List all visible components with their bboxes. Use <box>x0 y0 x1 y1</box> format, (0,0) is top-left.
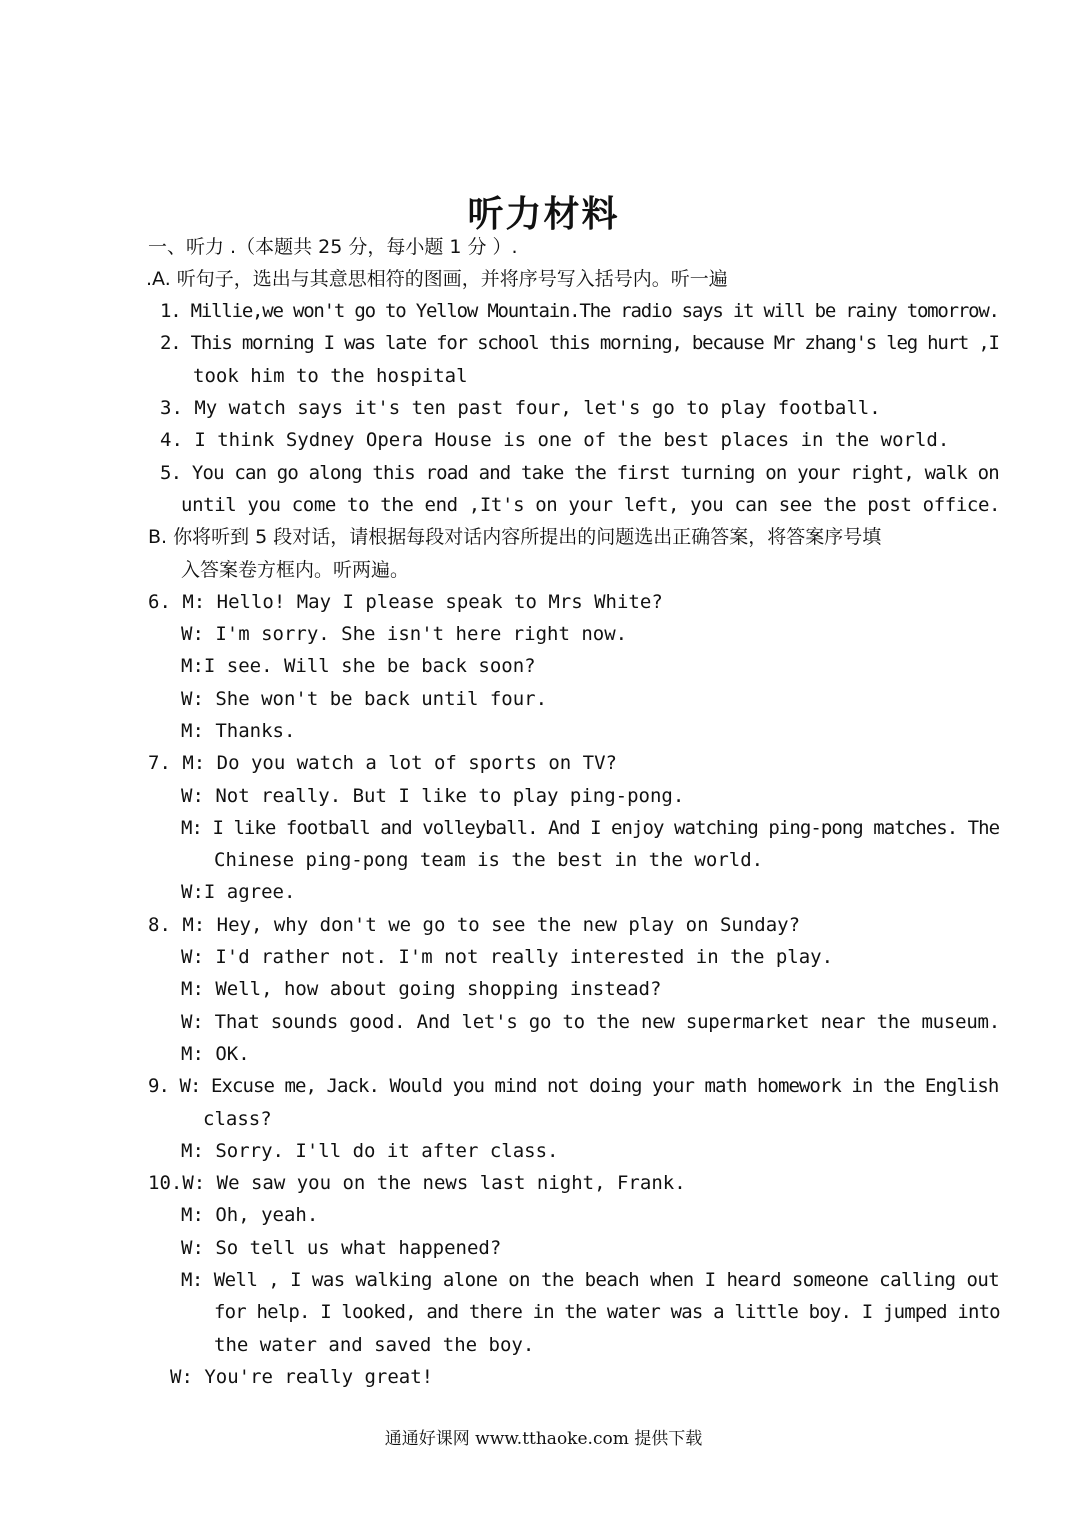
dialogue-line: W: She won't be back until four. <box>181 688 548 710</box>
dialogue-line: M: OK. <box>181 1043 250 1065</box>
dialogue-line: W: You're really great! <box>170 1366 434 1388</box>
part-a-item-continued: until you come to the end ,It's on your left, you can see the post office. <box>181 494 1001 516</box>
dialogue-line: M: Thanks. <box>181 720 296 742</box>
part-a-item: 4. I think Sydney Opera House is one of the best places in the world. <box>160 429 950 451</box>
dialogue-line: W:I agree. <box>181 881 296 903</box>
dialogue-line: M: I like football and volleyball. And I enjoy watching ping-pong matches. The <box>181 817 1000 839</box>
dialogue-line-continued: Chinese ping-pong team is the best in the world. <box>214 849 764 871</box>
dialogue-line: W: Not really. But I like to play ping-pong. <box>181 785 685 807</box>
dialogue-line: W: That sounds good. And let's go to the new supermarket near the museum. <box>181 1011 1000 1033</box>
dialogue-line: 10.W: We saw you on the news last night, Frank. <box>148 1172 686 1194</box>
dialogue-line: M:I see. Will she be back soon? <box>181 655 536 677</box>
dialogue-line-continued: class? <box>203 1108 272 1130</box>
dialogue-line: 8. M: Hey, why don't we go to see the new play on Sunday? <box>148 914 801 936</box>
dialogue-line: 6. M: Hello! May I please speak to Mrs White? <box>148 591 663 613</box>
footer-credit: 通通好课网 www.tthaoke.com 提供下载 <box>384 1429 703 1449</box>
dialogue-line: W: I'm sorry. She isn't here right now. <box>181 623 628 645</box>
section-heading: 一、听力 .（本题共 25 分，每小题 1 分 ）. <box>148 236 518 258</box>
part-a-item: 2. This morning I was late for school this morning, because Mr zhang's leg hurt ,I <box>160 332 999 354</box>
part-a-item: 5. You can go along this road and take the first turning on your right, walk on <box>160 462 999 484</box>
page-title: 听力材料 <box>467 194 620 235</box>
dialogue-line: 9. W: Excuse me, Jack. Would you mind not doing your math homework in the English <box>148 1075 999 1097</box>
part-b-instruction: B. 你将听到 5 段对话，请根据每段对话内容所提出的问题选出正确答案，将答案序号填 <box>148 526 882 548</box>
dialogue-line: W: I'd rather not. I'm not really interested in the play. <box>181 946 834 968</box>
dialogue-line-continued: for help. I looked, and there in the water was a little boy. I jumped into <box>214 1301 1000 1323</box>
dialogue-line: W: So tell us what happened? <box>181 1237 502 1259</box>
dialogue-line: M: Oh, yeah. <box>181 1204 319 1226</box>
dialogue-line-continued: the water and saved the boy. <box>214 1334 535 1356</box>
dialogue-line: M: Well, how about going shopping instead? <box>181 978 662 1000</box>
dialogue-line: 7. M: Do you watch a lot of sports on TV? <box>148 752 617 774</box>
part-a-instruction: .A. 听句子，选出与其意思相符的图画，并将序号写入括号内。听一遍 <box>146 268 728 290</box>
part-a-item: 1. Millie,we won't go to Yellow Mountain.The radio says it will be rainy tomorrow. <box>160 300 999 322</box>
part-b-instruction-continued: 入答案卷方框内。听两遍。 <box>181 559 410 581</box>
dialogue-line: M: Sorry. I'll do it after class. <box>181 1140 559 1162</box>
part-a-item: 3. My watch says it's ten past four, let's go to play football. <box>160 397 881 419</box>
part-a-item-continued: took him to the hospital <box>193 365 468 387</box>
dialogue-line: M: Well , I was walking alone on the beach when I heard someone calling out <box>181 1269 1000 1291</box>
